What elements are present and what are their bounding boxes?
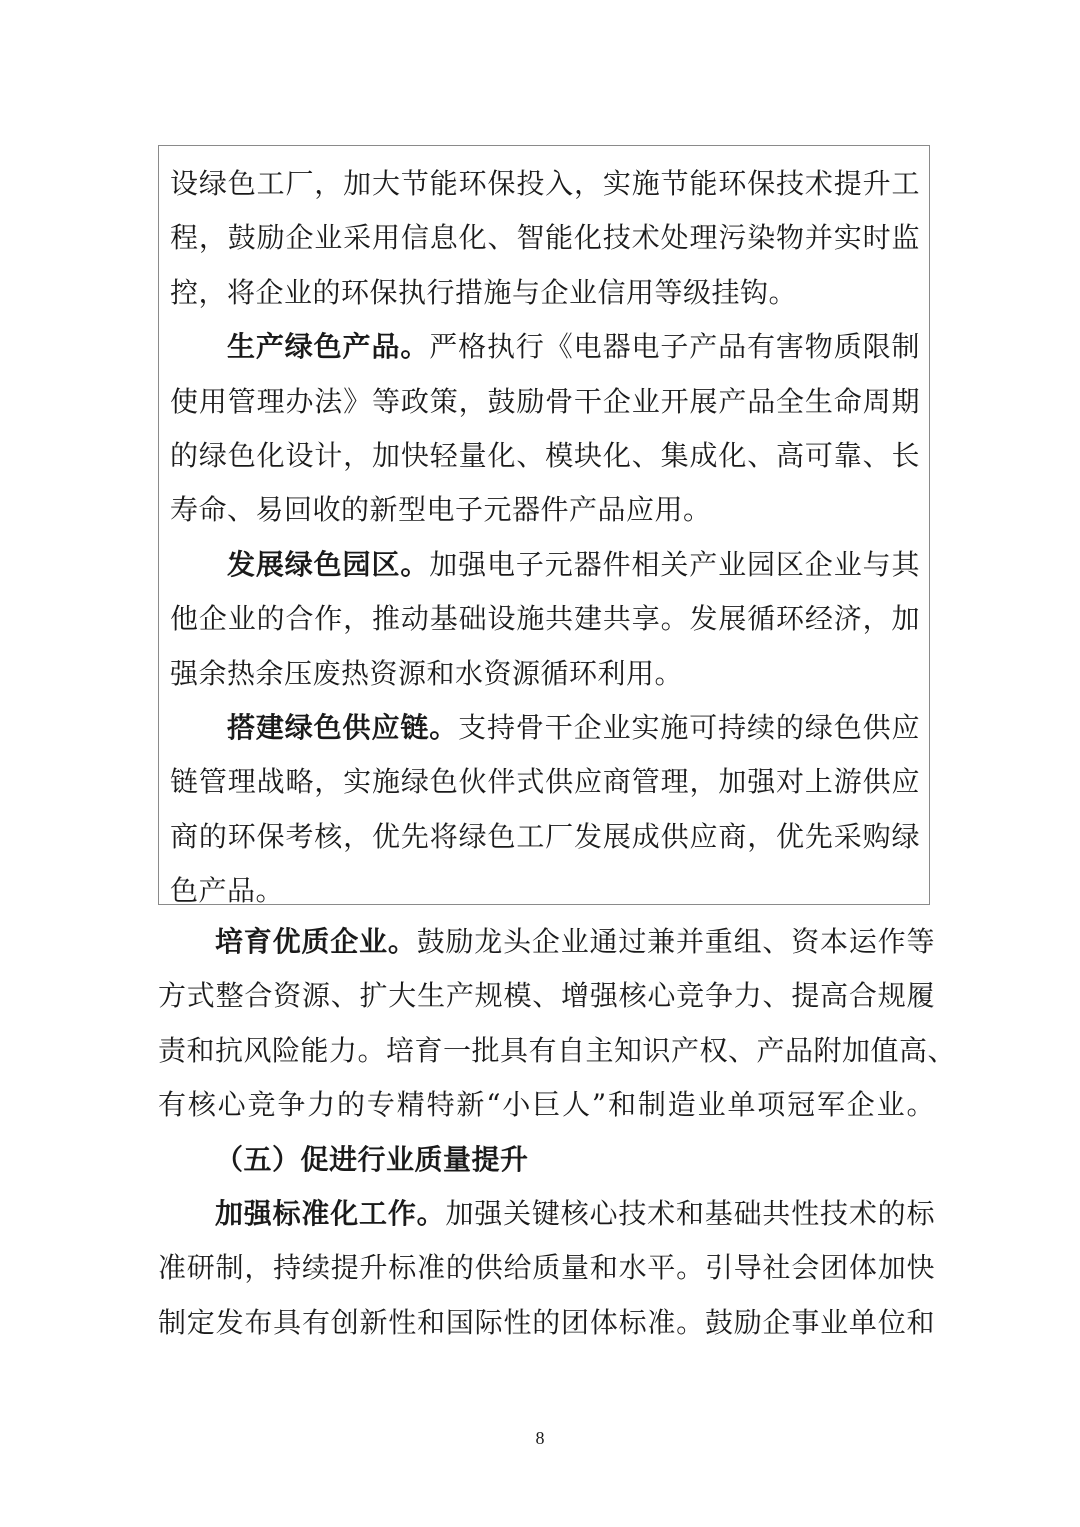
line-text: 色产品。 xyxy=(170,874,285,908)
text-line xyxy=(170,810,920,864)
line-text: 责和抗风险能力。培育一批具有自主知识产权、产品附加值高、 xyxy=(158,1033,957,1067)
line-text: 有核心竞争力的专精特新“小巨人”和制造业单项冠军企业。 xyxy=(158,1088,935,1122)
paragraph-heading: 搭建绿色供应链。 xyxy=(227,710,459,744)
text-line xyxy=(170,755,920,809)
section-heading: （五）促进行业质量提升 xyxy=(215,1142,529,1176)
line-text: 的绿色化设计，加快轻量化、模块化、集成化、高可靠、长 xyxy=(170,438,920,472)
line-text: 寿命、易回收的新型电子元器件产品应用。 xyxy=(170,493,712,527)
line-text: 严格执行《电器电子产品有害物质限制 xyxy=(429,330,920,364)
page-number: 8 xyxy=(535,1428,545,1448)
text-line xyxy=(170,592,920,646)
line-text: 使用管理办法》等政策，鼓励骨干企业开展产品全生命周期 xyxy=(170,384,920,418)
line-text: 商的环保考核，优先将绿色工厂发展成供应商，优先采购绿 xyxy=(170,819,920,853)
text-line xyxy=(170,483,920,537)
paragraph-heading: 生产绿色产品。 xyxy=(227,330,430,364)
line-text: 控，将企业的环保执行措施与企业信用等级挂钩。 xyxy=(170,275,798,309)
line-text: 准研制，持续提升标准的供给质量和水平。引导社会团体加快 xyxy=(158,1251,935,1285)
paragraph-heading-line xyxy=(170,701,920,755)
text-line xyxy=(170,375,920,429)
text-line xyxy=(170,211,920,265)
line-text: 强余热余压废热资源和水资源循环利用。 xyxy=(170,656,684,690)
line-text: 程，鼓励企业采用信息化、智能化技术处理污染物并实时监 xyxy=(170,221,920,255)
line-text: 鼓励龙头企业通过兼并重组、资本运作等 xyxy=(416,925,935,958)
text-line xyxy=(170,864,920,918)
boxed-section xyxy=(158,145,930,908)
text-line xyxy=(170,429,920,483)
text-line xyxy=(170,266,920,320)
text-line xyxy=(170,647,920,701)
line-text: 制定发布具有创新性和国际性的团体标准。鼓励企事业单位和 xyxy=(158,1305,935,1339)
paragraph-heading-line xyxy=(170,320,920,374)
line-text: 方式整合资源、扩大生产规模、增强核心竞争力、提高合规履 xyxy=(158,979,935,1013)
paragraph-heading: 发展绿色园区。 xyxy=(227,547,430,581)
text-line xyxy=(158,1241,935,1295)
paragraph-heading-line xyxy=(170,538,920,592)
line-text: 加强电子元器件相关产业园区企业与其 xyxy=(429,547,920,581)
line-text: 链管理战略，实施绿色伙伴式供应商管理，加强对上游供应 xyxy=(170,765,920,799)
line-text: 加强关键核心技术和基础共性技术的标 xyxy=(445,1196,935,1230)
paragraph-heading: 加强标准化工作。 xyxy=(215,1196,446,1230)
line-text: 支持骨干企业实施可持续的绿色供应 xyxy=(458,710,920,744)
paragraph-heading: 培育优质企业。 xyxy=(215,925,417,958)
body-text xyxy=(158,915,957,1350)
text-line xyxy=(158,1078,935,1132)
line-text: 他企业的合作，推动基础设施共建共享。发展循环经济，加 xyxy=(170,602,920,636)
text-line xyxy=(170,157,920,211)
boxed-text xyxy=(170,157,920,918)
text-line xyxy=(158,1296,935,1350)
text-line xyxy=(158,1024,957,1078)
text-line xyxy=(158,969,935,1023)
line-text: 设绿色工厂，加大节能环保投入，实施节能环保技术提升工 xyxy=(170,167,920,200)
paragraph-heading-line xyxy=(158,1187,935,1241)
section-heading-line xyxy=(158,1133,935,1187)
paragraph-heading-line xyxy=(158,915,935,969)
